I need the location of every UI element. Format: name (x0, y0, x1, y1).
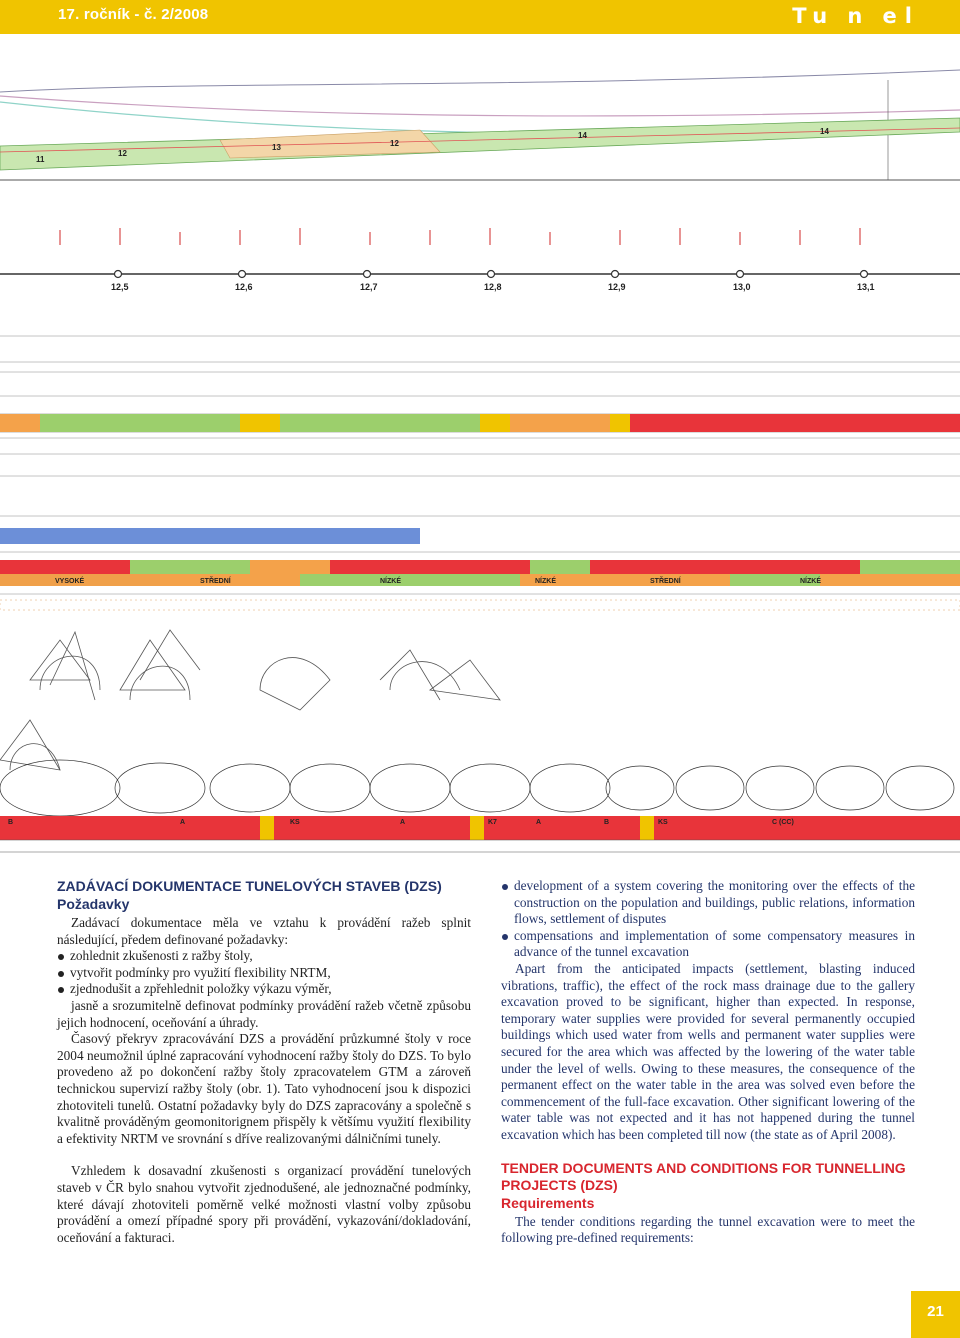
list-item: vytvořit podmínky pro využití flexibility NRTM, (57, 965, 471, 982)
tunnel-longitudinal-profile-figure (0, 40, 960, 860)
support-label: B (604, 819, 610, 826)
list-continuation-cz: jasně a srozumitelně definovat podmínky provádění ražeb včetně způsobu jejich hodnocení, oceňování a úhrady. (57, 997, 471, 1030)
body-paragraph-cz: Vzhledem k dosavadní zkušenosti s organizací provádění tunelových staveb v ČR bylo snahou vytvořit zjednodušené, ale jednoznačné podmínky, které dávají zhotoviteli poměrně velké možnosti vlastní volby způsobu provádění a omezí případné spory při provádění, vykazování/dokladování, oceňování a fakturaci. (57, 1163, 471, 1245)
body-paragraph-en: The tender conditions regarding the tunnel excavation were to meet the following pre-defined requirements: (501, 1213, 915, 1246)
support-class-strip (0, 816, 960, 852)
page-header (0, 0, 960, 34)
station-label: 12,6 (235, 282, 253, 292)
subsection-title-en: Requirements (501, 1194, 595, 1211)
station-label: 13,1 (857, 282, 875, 292)
body-paragraph-cz: Časový překryv zpracovávání DZS a provádění průzkumné štoly v roce 2004 neumožnil úplné zapracování vyhodnocení ražby štoly do DZS. To bylo provedeno až po dokončení ražby štoly zpracovatelem GTM a zároveň technickou supervizí ražby štoly (obr. 1). Tato vyhodnocení jsou k dispozici zhotoviteli tunelů. Ostatní požadavky byly do DZS zapracovány a společně s kvalitně prováděným geomonitorignem přispěly k většímu využití flexibility a efektivity NRTM ve srovnání s dříve realizovanými dálničními tunely. (57, 1031, 471, 1146)
class-label: VYSOKÉ (55, 578, 85, 585)
list-item: zohlednit zkušenosti z ražby štoly, (57, 948, 471, 965)
class-label: NÍZKÉ (800, 578, 821, 585)
station-label: 12,5 (111, 282, 129, 292)
excavation-class-rows (0, 414, 960, 610)
measures-list-en (501, 878, 915, 961)
class-label: STŘEDNÍ (650, 578, 681, 585)
english-column (501, 878, 915, 1247)
intro-paragraph-cz: Zadávací dokumentace měla ve vztahu k provádění ražeb splnit následující, předem definované požadavky: (57, 915, 471, 947)
class-label: NÍZKÉ (535, 578, 556, 585)
band-label: 14 (820, 127, 829, 136)
support-label: C (CC) (772, 819, 794, 826)
support-label: KS (290, 819, 300, 826)
band-label: 12 (118, 149, 127, 158)
magazine-logo: Tu n el (792, 4, 920, 28)
band-label: 12 (390, 139, 399, 148)
tick-rows (0, 336, 960, 396)
requirements-list-cz (57, 948, 471, 998)
band-label: 11 (36, 155, 45, 164)
band-label: 14 (578, 131, 587, 140)
list-item: development of a system covering the monitoring over the effects of the construction on the population and buildings, public relations, information flows, settlement of disputes (501, 878, 915, 928)
section-title-en: TENDER DOCUMENTS AND CONDITIONS FOR TUNNELLING PROJECTS (DZS) (501, 1159, 906, 1193)
list-item: zjednodušit a zpřehlednit položky výkazu výměr, (57, 981, 471, 998)
list-item: compensations and implementation of some compensatory measures in advance of the tunnel excavation (501, 928, 915, 961)
station-label: 13,0 (733, 282, 751, 292)
geology-band (0, 118, 960, 170)
support-label: KS (658, 819, 668, 826)
support-label: A (400, 819, 406, 826)
band-label: 13 (272, 143, 281, 152)
class-label: STŘEDNÍ (200, 578, 231, 585)
page-number: 21 (927, 1303, 944, 1320)
schematic-ellipses (0, 760, 954, 816)
subsection-title-cz: Požadavky (57, 896, 130, 912)
cross-section-sketches (0, 630, 500, 770)
support-label: B (8, 819, 14, 826)
czech-column (57, 878, 471, 1246)
station-label: 12,9 (608, 282, 626, 292)
support-label: A (180, 819, 186, 826)
support-label: A (536, 819, 542, 826)
section-title-cz: ZADÁVACÍ DOKUMENTACE TUNELOVÝCH STAVEB (DZS) (57, 878, 442, 894)
body-paragraph-en: Apart from the anticipated impacts (settlement, blasting induced vibrations, traffic), the effect of the rock mass drainage due to the gallery excavation proved to be significant, higher than expected. In response, temporary water supplies were provided for several permanently occupied buildings which used water from wells and permanent water supplies were secured for the area which was affected by the lowering of the water table under the level of wells. Owing to these measures, the consequence of the permanent effect on the water table in the area was solved even before the commencement of the full-face excavation. Other significant lowering of the water table was not expected and it has not happened during the tunnel excavation which has been completed till now (the state as of April 2008). (501, 960, 915, 1142)
support-label: K7 (488, 819, 497, 826)
station-label: 12,7 (360, 282, 378, 292)
chainage-axis (0, 228, 960, 292)
station-label: 12,8 (484, 282, 502, 292)
page-number-box (911, 1291, 960, 1338)
class-label: NÍZKÉ (380, 578, 401, 585)
issue-label: 17. ročník - č. 2/2008 (58, 6, 209, 23)
